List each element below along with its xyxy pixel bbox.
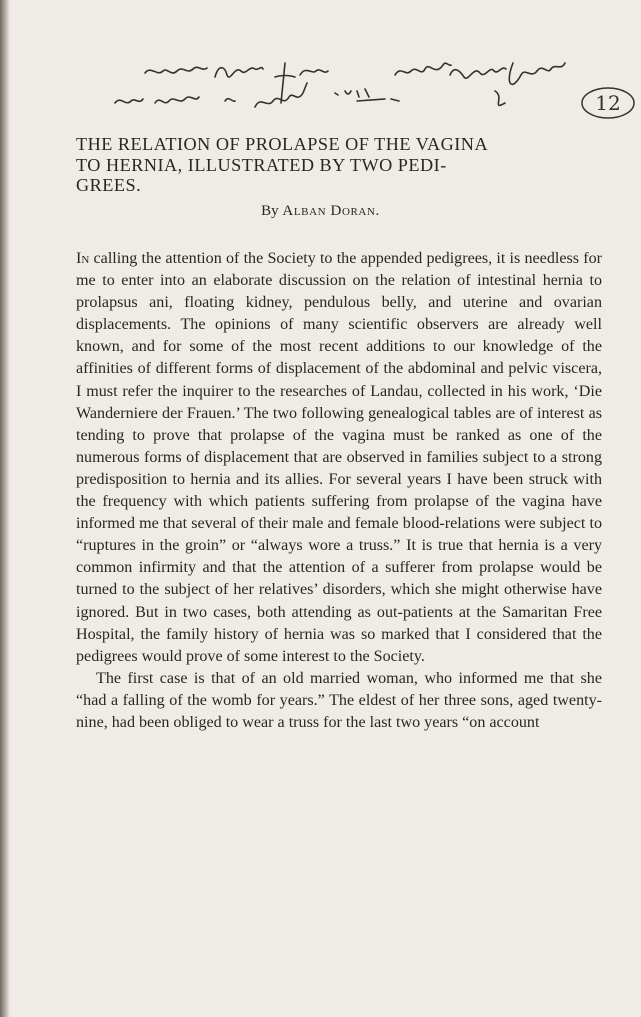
handwritten-inscription [95, 55, 595, 125]
paragraph-text: calling the attention of the Society to the appended pedigrees, it is needless for me to enter into an elaborate discussion on the relation of intestinal hernia to prolapsus ani, floating kidney, pendulous belly, and uterine and ovarian displacements. The opinions of many scientific observers are already well known, and for some of the most recent additions to our knowledge of the affinities of different forms of displacement of the abdominal and pelvic viscera, I must refer the inquirer to the researches of Landau, collected in his work, ‘Die Wanderniere der Frauen.’ The two following genealogical tables are of interest as tending to prove that prolapse of the vagina must be ranked as one of the numerous forms of displacement that are observed in families subject to a strong predisposition to hernia and its allies. For several years I have been struck with the frequency with which patients suffering from prolapse of the vagina have informed me that several of their male and female blood-relations were subject to “ruptures in the groin” or “always wore a truss.” It is true that hernia is a very common infirmity and that the attention of a sufferer from prolapse would be turned to the subject of her relatives’ disorders, which she might otherwise have ignored. But in two cases, both attending as out-patients at the Samaritan Free Hospital, the family history of hernia was so marked that I considered that the pedigrees would prove of some interest to the Society. [76, 250, 602, 665]
page-number-stamp [580, 86, 636, 120]
byline-prefix: By [261, 203, 283, 219]
article-title: THE RELATION OF PROLAPSE OF THE VAGINA TO HERNIA, ILLUSTRATED BY TWO PEDI- GREES. [76, 134, 489, 195]
paragraph-text: The first case is that of an old married woman, who informed me that she “had a falling of the womb for years.” The eldest of her three sons, aged twenty-nine, had been obliged to wear a truss for the last two years “on account [76, 669, 602, 731]
page-binding-shadow [0, 0, 10, 1017]
stamp-number-text: 12 [595, 91, 621, 115]
paragraph [76, 248, 602, 668]
paragraph [76, 668, 602, 734]
paragraph-lead: In [76, 250, 90, 267]
byline [0, 202, 641, 220]
byline-author: Alban Doran. [282, 203, 380, 219]
article-body [76, 248, 602, 734]
